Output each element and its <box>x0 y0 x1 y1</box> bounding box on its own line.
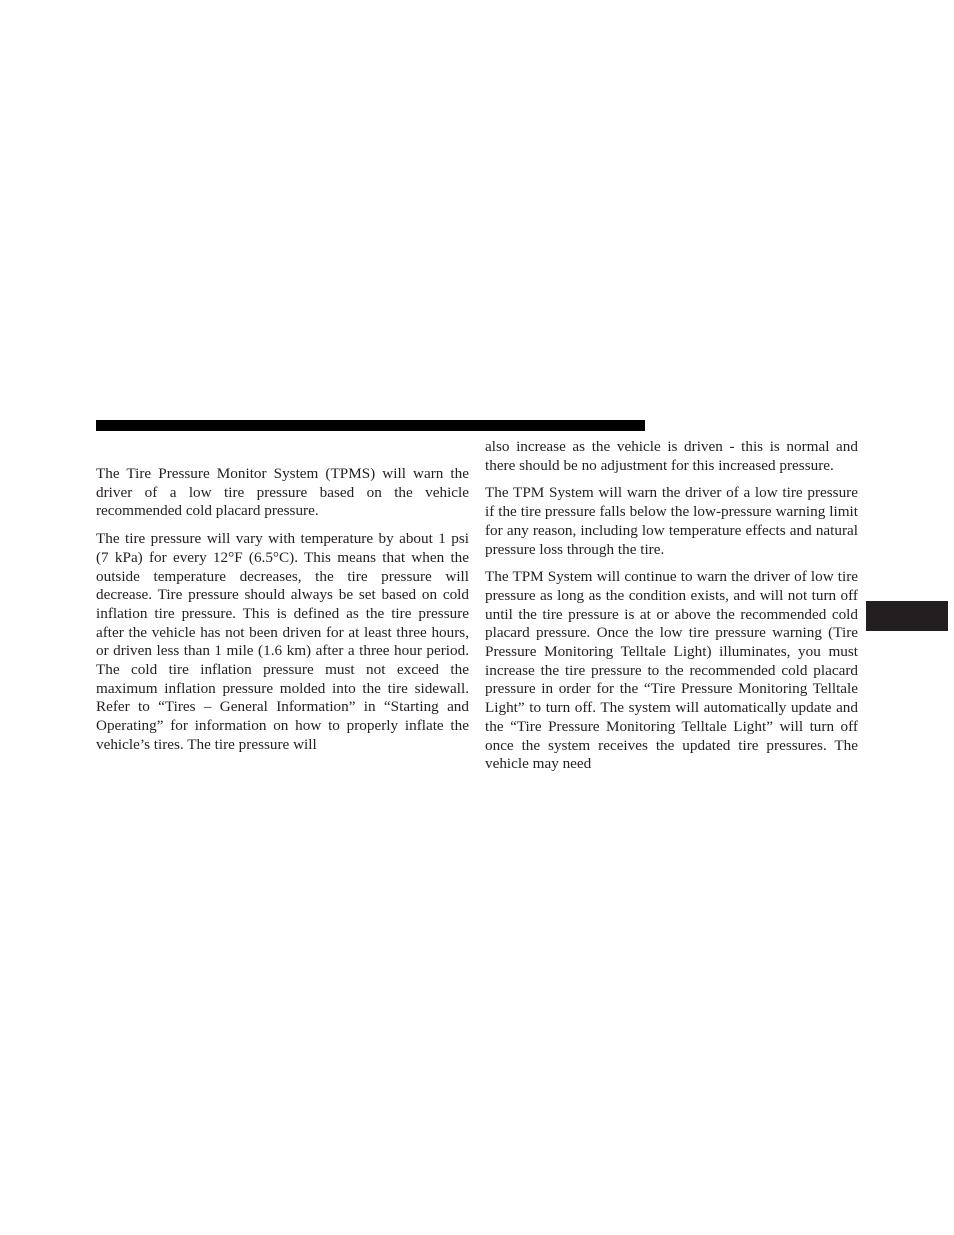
paragraph-low-pressure-warning: The TPM System will warn the driver of a low tire pressure if the tire pressure falls below the low-pressure warning limit for any reason, including low temperature effects and natural pressure loss through the tire. <box>485 484 858 558</box>
paragraph-tpms-intro: The Tire Pressure Monitor System (TPMS) will warn the driver of a low tire pressure based on the vehicle recommended cold placard pressure. <box>96 465 469 520</box>
section-header-rule <box>96 420 645 431</box>
paragraph-pressure-increase: also increase as the vehicle is driven - this is normal and there should be no adjustment for this increased pressure. <box>485 438 858 474</box>
paragraph-temperature-variation: The tire pressure will vary with temperature by about 1 psi (7 kPa) for every 12°F (6.5°C). This means that when the outside temperature decreases, the tire pressure will decrease. Tire pressure should always be set based on cold inflation tire pressure. This is defined as the tire pressure after the vehicle has not been driven for at least three hours, or driven less than 1 mile (1.6 km) after a three hour period. The cold tire inflation pressure must not exceed the maximum inflation pressure molded into the tire sidewall. Refer to “Tires – General Information” in “Starting and Operating” for information on how to properly inflate the vehicle’s tires. The tire pressure will <box>96 530 469 753</box>
right-text-column <box>485 438 858 783</box>
chapter-side-tab <box>866 601 948 631</box>
paragraph-telltale-light: The TPM System will continue to warn the driver of low tire pressure as long as the condition exists, and will not turn off until the tire pressure is at or above the recommended cold placard pressure. Once the low tire pressure warning (Tire Pressure Monitoring Telltale Light) illuminates, you must increase the tire pressure to the recommended cold placard pressure in order for the “Tire Pressure Monitoring Telltale Light” to turn off. The system will automatically update and the “Tire Pressure Monitoring Telltale Light” will turn off once the system receives the updated tire pressures. The vehicle may need <box>485 568 858 773</box>
left-text-column <box>96 465 469 764</box>
